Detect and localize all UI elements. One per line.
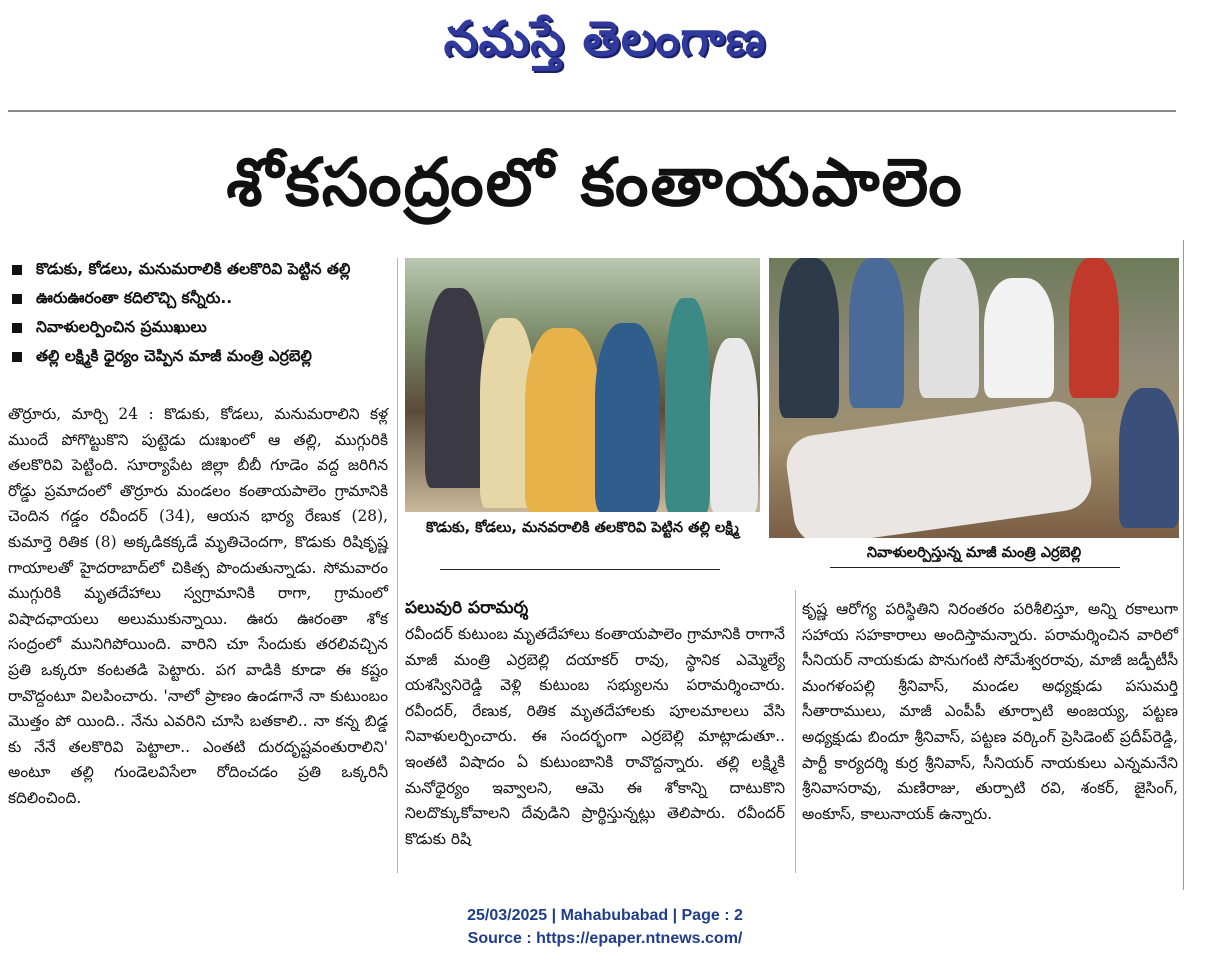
bullet-square-icon [12,265,22,275]
caption-underline [830,567,1120,568]
photo-shrouds [783,398,1095,538]
bullet-item [8,316,396,338]
article-paragraph: తొర్రూరు, మార్చి 24 : కొడుకు, కోడలు, మనుమరాలిని కళ్ల ముందే పోగొట్టుకొని పుట్టెడు దుఃఖంలో ఆ తల్లి, ముగ్గురికి తలకొరివి పెట్టింది. సూర్యాపేట జిల్లా బీబీ గూడెం వద్ద జరిగిన రోడ్డు ప్రమాదంలో తొర్రూరు మండలం కంతాయపాలెం గ్రామానికి చెందిన గడ్డం రవీందర్ (34), ఆయన భార్య రేణుక (28), కుమార్తె రితిక (8) అక్కడికక్కడే మృతిచెందగా, కొడుకు రిషికృష్ణ గాయాలతో హైదరాబాద్‌లో చికిత్స పొందుతున్నాడు. సోమవారం ముగ్గురికి మృతదేహాలు స్వగ్రామానికి రాగా, గ్రామంలో విషాదఛాయలు అలుముకున్నాయి. ఊరు ఊరంతా శోక సంద్రంలో మునిగిపోయింది. వారిని చూ సేందుకు తరలివచ్చిన ప్రతి ఒక్కరూ కంటతడి పెట్టారు. పగ వాడికి కూడా ఈ కష్టం రావొద్దంటూ విలపించారు. 'నాలో ప్రాణం ఉండగానే నా కుటుంబం మొత్తం పో యింది.. నేను ఎవరిని చూసి బతకాలి.. నా కన్న బిడ్డ కు నేనే తలకొరివి పెట్టాలా.. ఎంతటి దురదృష్టవంతురాలిని' అంటూ తల్లి గుండెలవిసేలా రోదించడం ప్రతి ఒక్కరినీ కదిలించింది. [8,405,388,807]
column-divider [795,590,796,873]
photo-figure [710,338,758,512]
photo-mourning-mother [405,258,760,512]
photo-figure [779,258,839,418]
masthead-divider [8,110,1176,112]
column-divider [397,258,398,873]
photo-tribute-leader [769,258,1179,538]
bullet-text: నివాళులర్పించిన ప్రముఖులు [36,318,207,336]
bullet-square-icon [12,323,22,333]
photo-figure [425,288,485,488]
photo-figure [525,328,600,512]
photo-figure [919,258,979,398]
bullet-text: కొడుకు, కోడలు, మనుమరాలికి తలకొరివి పెట్టిన తల్లి [36,260,351,278]
footer-date-edition: 25/03/2025 | Mahabubabad | Page : 2 [467,907,743,924]
section-subhead: పలువురి పరామర్శ [405,598,529,618]
photo-figure [849,258,904,408]
bullet-square-icon [12,352,22,362]
photo1-caption: కొడుకు, కోడలు, మనవరాలికి తలకొరివి పెట్టిన తల్లి లక్ష్మి [426,520,739,536]
photo-figure [1069,258,1119,398]
article-body-right [802,597,1178,827]
bullet-item [8,287,396,309]
bullet-text: తల్లి లక్ష్మికి ధైర్యం చెప్పిన మాజీ మంత్రి ఎర్రబెల్లి [36,347,312,365]
article-body-left [8,402,388,812]
photo-figure [595,323,660,512]
page-right-border [1183,240,1184,890]
bullet-item [8,345,396,367]
highlight-bullets [8,258,396,374]
caption-underline [440,569,720,570]
article-body-middle [405,622,785,852]
photo-figure [1119,388,1179,528]
article-paragraph: కృష్ణ ఆరోగ్య పరిస్థితిని నిరంతరం పరిశీలిస్తూ, అన్ని రకాలుగా సహాయ సహకారాలు అందిస్తామన్నారు. పరామర్శించిన వారిలో సీనియర్ నాయకుడు పొనుగంటి సోమేశ్వరరావు, మాజీ జడ్పీటీసీ మంగళంపల్లి శ్రీనివాస్, మండల అధ్యక్షుడు పసుమర్తి సీతారాములు, మాజీ ఎంపీపీ తూర్పాటి అంజయ్య, పట్టణ అధ్యక్షుడు బిందూ శ్రీనివాస్, పట్టణ వర్కింగ్ ప్రెసిడెంట్ ప్రదీప్‌రెడ్డి, పార్టీ కార్యదర్శి కుర్ర శ్రీనివాస్, సీనియర్ నాయకులు ఎన్నమనేని శ్రీనివాసరావు, మణిరాజు, తుర్పాటి రవి, శంకర్, జైసింగ్, అంకూస్, కాలునాయక్ ఉన్నారు. [802,600,1178,823]
bullet-text: ఊరుఊరంతా కదిలొచ్చి కన్నీరు.. [36,289,233,307]
bullet-item [8,258,396,280]
article-paragraph: రవీందర్ కుటుంబ మృతదేహాలు కంతాయపాలెం గ్రామానికి రాగానే మాజీ మంత్రి ఎర్రబెల్లి దయాకర్ రావు, స్థానిక ఎమ్మెల్యే యశస్వినిరెడ్డి వెళ్లి కుటుంబ సభ్యులను పరామర్శించారు. రవీందర్, రేణుక, రితిక మృతదేహాలకు పూలమాలలు వేసి నివాళులర్పించారు. ఈ సందర్భంగా ఎర్రబెల్లి మాట్లాడుతూ.. ఇంతటి విషాదం ఏ కుటుంబానికి రావొద్దన్నారు. తల్లి లక్ష్మికి మనోధైర్యం ఇవ్వాలని, ఆమె ఈ శోకాన్ని దాటుకొని నిలదొక్కుకోవాలని దేవుడిని ప్రార్థిస్తున్నట్లు తెలిపారు. రవీందర్ కొడుకు రిషి [405,625,785,848]
photo-figure [984,278,1054,398]
photo-figure [665,298,710,512]
newspaper-masthead: నమస్తే తెలంగాణ [443,11,767,67]
page-footer [0,904,1210,950]
bullet-square-icon [12,294,22,304]
photo2-caption: నివాళులర్పిస్తున్న మాజీ మంత్రి ఎర్రబెల్లి [866,545,1082,561]
article-headline: శోకసంద్రంలో కంతాయపాలెం [226,144,964,221]
footer-source-link[interactable]: Source : https://epaper.ntnews.com/ [467,930,743,947]
